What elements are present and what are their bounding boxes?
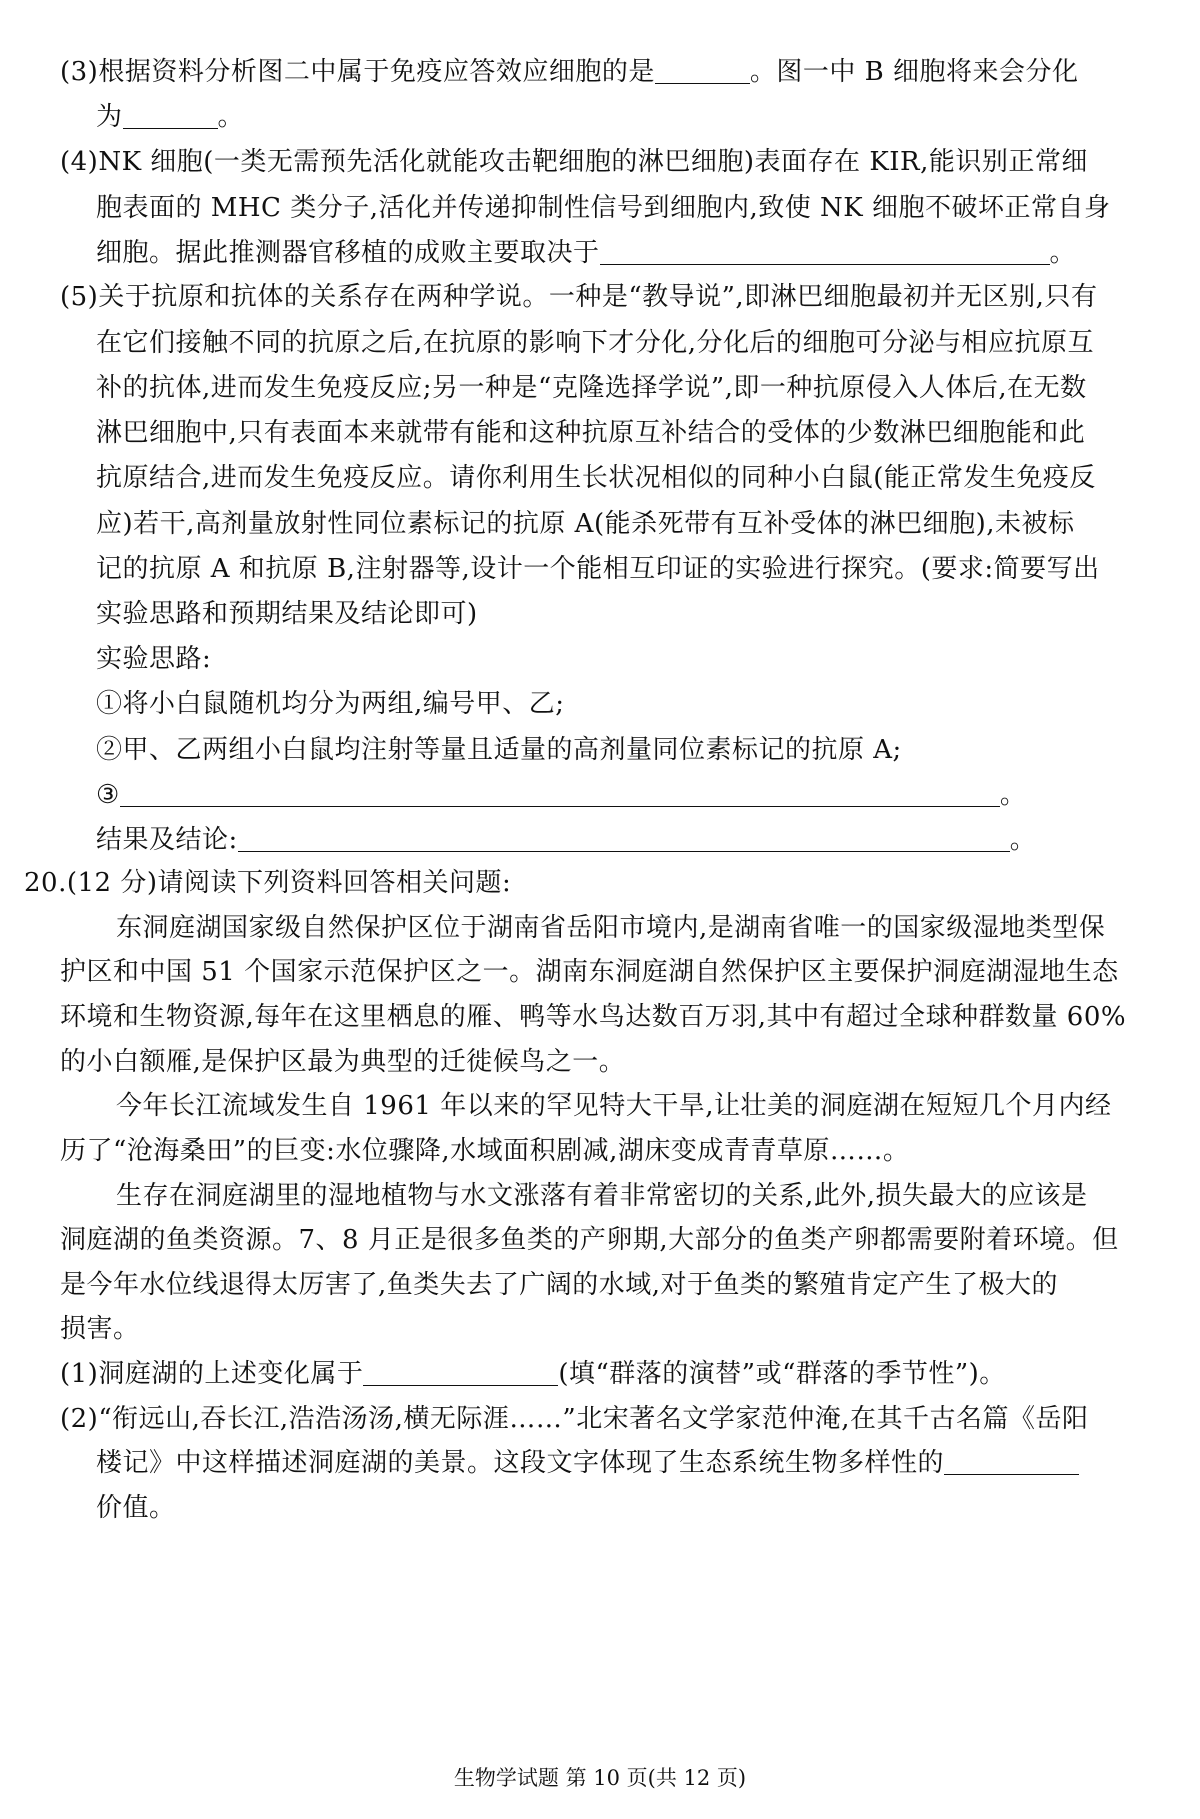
- q3-line-1: [60, 55, 1078, 89]
- answer-blank-q4: [600, 238, 1050, 265]
- q3-text-2: 。图一中 B 细胞将来会分化: [749, 57, 1079, 87]
- answer-blank-q5-step3: [120, 780, 1000, 807]
- q20-para3-line-1: 生存在洞庭湖里的湿地植物与水文涨落有着非常密切的关系,此外,损失最大的应该是: [116, 1181, 1088, 1211]
- q20-sub1: [60, 1357, 1006, 1391]
- q5-line-5: 抗原结合,进而发生免疫反应。请你利用生长状况相似的同种小白鼠(能正常发生免疫反: [96, 463, 1096, 493]
- q3-text-3: 为: [96, 102, 123, 132]
- q4-line-1: (4)NK 细胞(一类无需预先活化就能攻击靶细胞的淋巴细胞)表面存在 KIR,能识别正常细: [60, 147, 1088, 177]
- q20-sub1-text-1: (1)洞庭湖的上述变化属于: [60, 1359, 364, 1389]
- q20-header: 20.(12 分)请阅读下列资料回答相关问题:: [24, 868, 512, 898]
- answer-blank-q3-a: [655, 57, 750, 84]
- q4-line-2: 胞表面的 MHC 类分子,活化并传递抑制性信号到细胞内,致使 NK 细胞不破坏正常自身: [96, 193, 1111, 223]
- q5-step-3-end: 。: [999, 780, 1027, 810]
- q3-text-4: 。: [217, 102, 245, 132]
- q5-line-2: 在它们接触不同的抗原之后,在抗原的影响下才分化,分化后的细胞可分泌与相应抗原互: [96, 328, 1095, 358]
- q20-para1-line-3: 环境和生物资源,每年在这里栖息的雁、鸭等水鸟达数百万羽,其中有超过全球种群数量 60%: [60, 1002, 1127, 1032]
- q20-sub2-line-1: (2)“衔远山,吞长江,浩浩汤汤,横无际涯……”北宋著名文学家范仲淹,在其千古名篇《岳阳: [60, 1404, 1089, 1434]
- q5-step-3: [96, 778, 1026, 812]
- answer-blank-q20-2: [944, 1448, 1079, 1475]
- q20-para2-line-2: 历了“沧海桑田”的巨变:水位骤降,水域面积剧减,湖床变成青青草原……。: [60, 1136, 910, 1166]
- q4-text-4: 。: [1049, 238, 1077, 268]
- q5-line-4: 淋巴细胞中,只有表面本来就带有能和这种抗原互补结合的受体的少数淋巴细胞能和此: [96, 418, 1086, 448]
- q20-para2-line-1: 今年长江流域发生自 1961 年以来的罕见特大干旱,让壮美的洞庭湖在短短几个月内经: [116, 1091, 1112, 1121]
- answer-blank-q5-result: [238, 825, 1010, 852]
- q5-result: [96, 823, 1036, 857]
- q5-line-6: 应)若干,高剂量放射性同位素标记的抗原 A(能杀死带有互补受体的淋巴细胞),未被标: [96, 509, 1075, 539]
- q20-sub2-line-2: [96, 1446, 1079, 1480]
- q20-para1-line-2: 护区和中国 51 个国家示范保护区之一。湖南东洞庭湖自然保护区主要保护洞庭湖湿地生态: [60, 957, 1119, 987]
- q5-line-3: 补的抗体,进而发生免疫反应;另一种是“克隆选择学说”,即一种抗原侵入人体后,在无数: [96, 373, 1087, 403]
- q20-para1-line-4: 的小白额雁,是保护区最为典型的迁徙候鸟之一。: [60, 1047, 626, 1077]
- q5-idea-label: 实验思路:: [96, 644, 212, 674]
- q20-sub2-text: 楼记》中这样描述洞庭湖的美景。这段文字体现了生态系统生物多样性的: [96, 1448, 945, 1478]
- q5-step-3-number: ③: [96, 780, 120, 810]
- q20-sub2-line-3: 价值。: [96, 1493, 176, 1523]
- q20-para1-line-1: 东洞庭湖国家级自然保护区位于湖南省岳阳市境内,是湖南省唯一的国家级湿地类型保: [116, 913, 1106, 943]
- page-footer: 生物学试题 第 10 页(共 12 页): [453, 1766, 747, 1790]
- q20-para3-line-4: 损害。: [60, 1314, 140, 1344]
- answer-blank-q3-b: [123, 102, 218, 129]
- q5-line-8: 实验思路和预期结果及结论即可): [96, 599, 478, 629]
- answer-blank-q20-1: [363, 1359, 558, 1386]
- q5-step-1: ①将小白鼠随机均分为两组,编号甲、乙;: [96, 689, 565, 719]
- q20-para3-line-2: 洞庭湖的鱼类资源。7、8 月正是很多鱼类的产卵期,大部分的鱼类产卵都需要附着环境。但: [60, 1225, 1119, 1255]
- q5-step-2: ②甲、乙两组小白鼠均注射等量且适量的高剂量同位素标记的抗原 A;: [96, 735, 902, 765]
- q20-para3-line-3: 是今年水位线退得太厉害了,鱼类失去了广阔的水域,对于鱼类的繁殖肯定产生了极大的: [60, 1270, 1059, 1300]
- q3-line-2: [96, 100, 244, 134]
- q5-result-label: 结果及结论:: [96, 825, 238, 855]
- q4-text-3: 细胞。据此推测器官移植的成败主要取决于: [96, 238, 600, 268]
- q3-text-1: (3)根据资料分析图二中属于免疫应答效应细胞的是: [60, 57, 655, 87]
- q5-line-7: 记的抗原 A 和抗原 B,注射器等,设计一个能相互印证的实验进行探究。(要求:简要写出: [96, 554, 1100, 584]
- q5-result-end: 。: [1009, 825, 1037, 855]
- q5-line-1: (5)关于抗原和抗体的关系存在两种学说。一种是“教导说”,即淋巴细胞最初并无区别,只有: [60, 282, 1098, 312]
- q4-line-3: [96, 236, 1076, 270]
- q20-sub1-text-2: (填“群落的演替”或“群落的季节性”)。: [558, 1359, 1006, 1389]
